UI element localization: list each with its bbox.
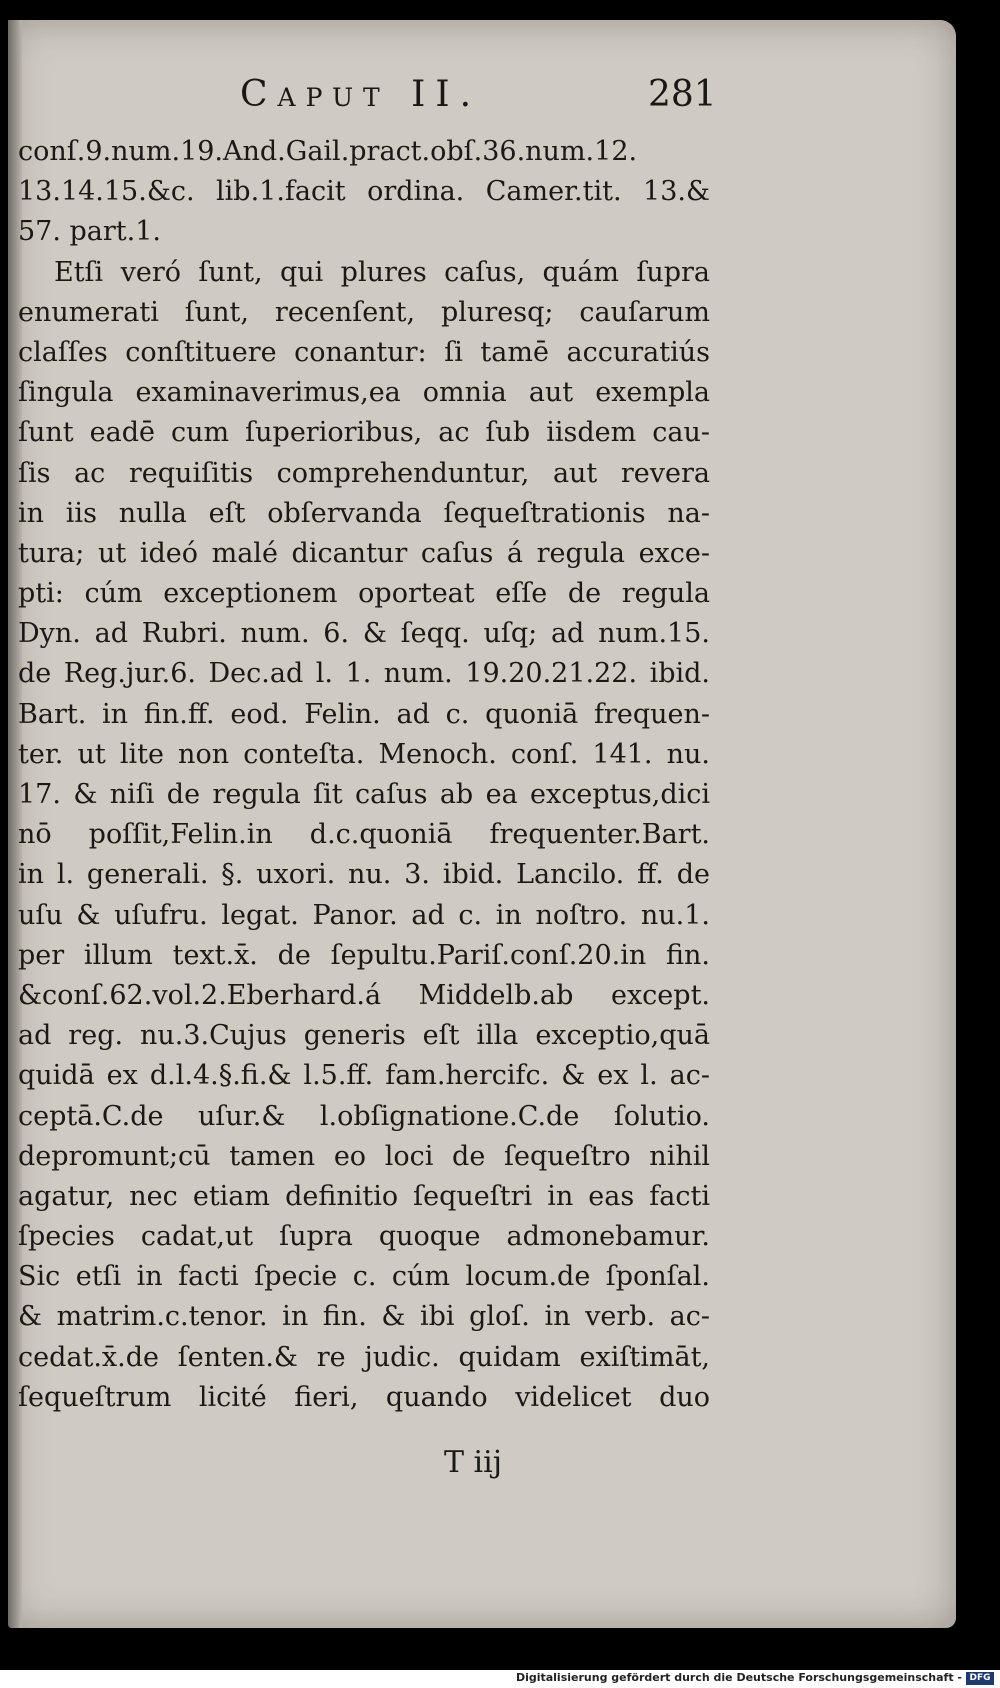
footer-bar <box>0 1670 1000 1688</box>
text-line: agatur, nec etiam definitio ſequeſtri in eas facti <box>18 1180 710 1212</box>
text-line: tura; ut ideó malé dicantur caſus á regula exce- <box>18 537 710 569</box>
text-line: quidā ex d.l.4.§.fi.& l.5.ff. fam.hercifc. & ex l. ac- <box>18 1060 710 1092</box>
text-line: Etſi veró ſunt, qui plures caſus, quám ſupra <box>54 256 710 288</box>
text-line: in l. generali. §. uxori. nu. 3. ibid. Lancilo. ff. de <box>18 859 710 891</box>
text-line: nō poſſit,Felin.in d.c.quoniā frequenter.Bart. <box>18 819 710 851</box>
text-line: ſpecies cadat,ut ſupra quoque admonebamur. <box>18 1221 710 1253</box>
text-line: uſu & uſufru. legat. Panor. ad c. in noſtro. nu.1. <box>18 899 710 931</box>
text-line: depromunt;cū tamen eo loci de ſequeſtro nihil <box>18 1140 710 1172</box>
text-line: 57. part.1. <box>18 216 162 248</box>
signature-mark: T iij <box>444 1445 503 1480</box>
text-line: Bart. in fin.ff. eod. Felin. ad c. quoniā frequen- <box>18 698 710 730</box>
text-line: claſſes conſtituere conantur: ſi tamē accuratiús <box>18 336 710 368</box>
running-head: Caput II. <box>240 74 482 115</box>
dfg-logo: DFG <box>966 1672 994 1685</box>
text-line: per illum text.x̄. de ſepultu.Pariſ.conſ.20.in fin. <box>18 939 710 971</box>
text-line: &conſ.62.vol.2.Eberhard.á Middelb.ab except. <box>18 979 710 1011</box>
funding-credit: Digitalisierung gefördert durch die Deutsche Forschungsgemeinschaft - <box>515 1671 962 1684</box>
text-line: 13.14.15.&c. lib.1.facit ordina. Camer.tit. 13.& <box>18 176 710 208</box>
text-line: pti: cúm exceptionem oporteat eſſe de regula <box>18 578 710 610</box>
text-line: ceptā.C.de uſur.& l.obſignatione.C.de ſolutio. <box>18 1100 710 1132</box>
text-line: ſequeſtrum licité fieri, quando videlicet duo <box>18 1381 710 1413</box>
body-text <box>18 132 710 1418</box>
text-line: ad reg. nu.3.Cujus generis eſt illa exceptio,quā <box>18 1020 710 1052</box>
page-number: 281 <box>648 74 717 115</box>
text-line: Sic etſi in facti ſpecie c. cúm locum.de ſponſal. <box>18 1261 710 1293</box>
text-line: ter. ut lite non conteſta. Menoch. conſ. 141. nu. <box>18 738 710 770</box>
text-line: 17. & niſi de regula ſit caſus ab ea exceptus,dici <box>18 779 710 810</box>
text-line: de Reg.jur.6. Dec.ad l. 1. num. 19.20.21.22. ibid. <box>18 658 710 690</box>
text-line: ſingula examinaverimus,ea omnia aut exempla <box>18 377 710 409</box>
text-line: conſ.9.num.19.And.Gail.pract.obſ.36.num.12. <box>18 136 638 167</box>
text-line: cedat.x̄.de ſenten.& re judic. quidam exiſtimāt, <box>18 1341 710 1373</box>
text-line: & matrim.c.tenor. in fin. & ibi gloſ. in verb. ac- <box>18 1301 710 1333</box>
text-line: enumerati ſunt, recenſent, pluresq; cauſarum <box>18 296 710 328</box>
book-page <box>8 20 956 1628</box>
text-line: in iis nulla eſt obſervanda ſequeſtrationis na- <box>18 497 710 529</box>
text-line: ſis ac requiſitis comprehenduntur, aut revera <box>18 457 710 489</box>
text-line: Dyn. ad Rubri. num. 6. & ſeqq. uſq; ad num.15. <box>18 618 710 650</box>
page-header <box>8 74 956 130</box>
text-line: ſunt eadē cum ſuperioribus, ac ſub iisdem cau- <box>18 417 710 449</box>
